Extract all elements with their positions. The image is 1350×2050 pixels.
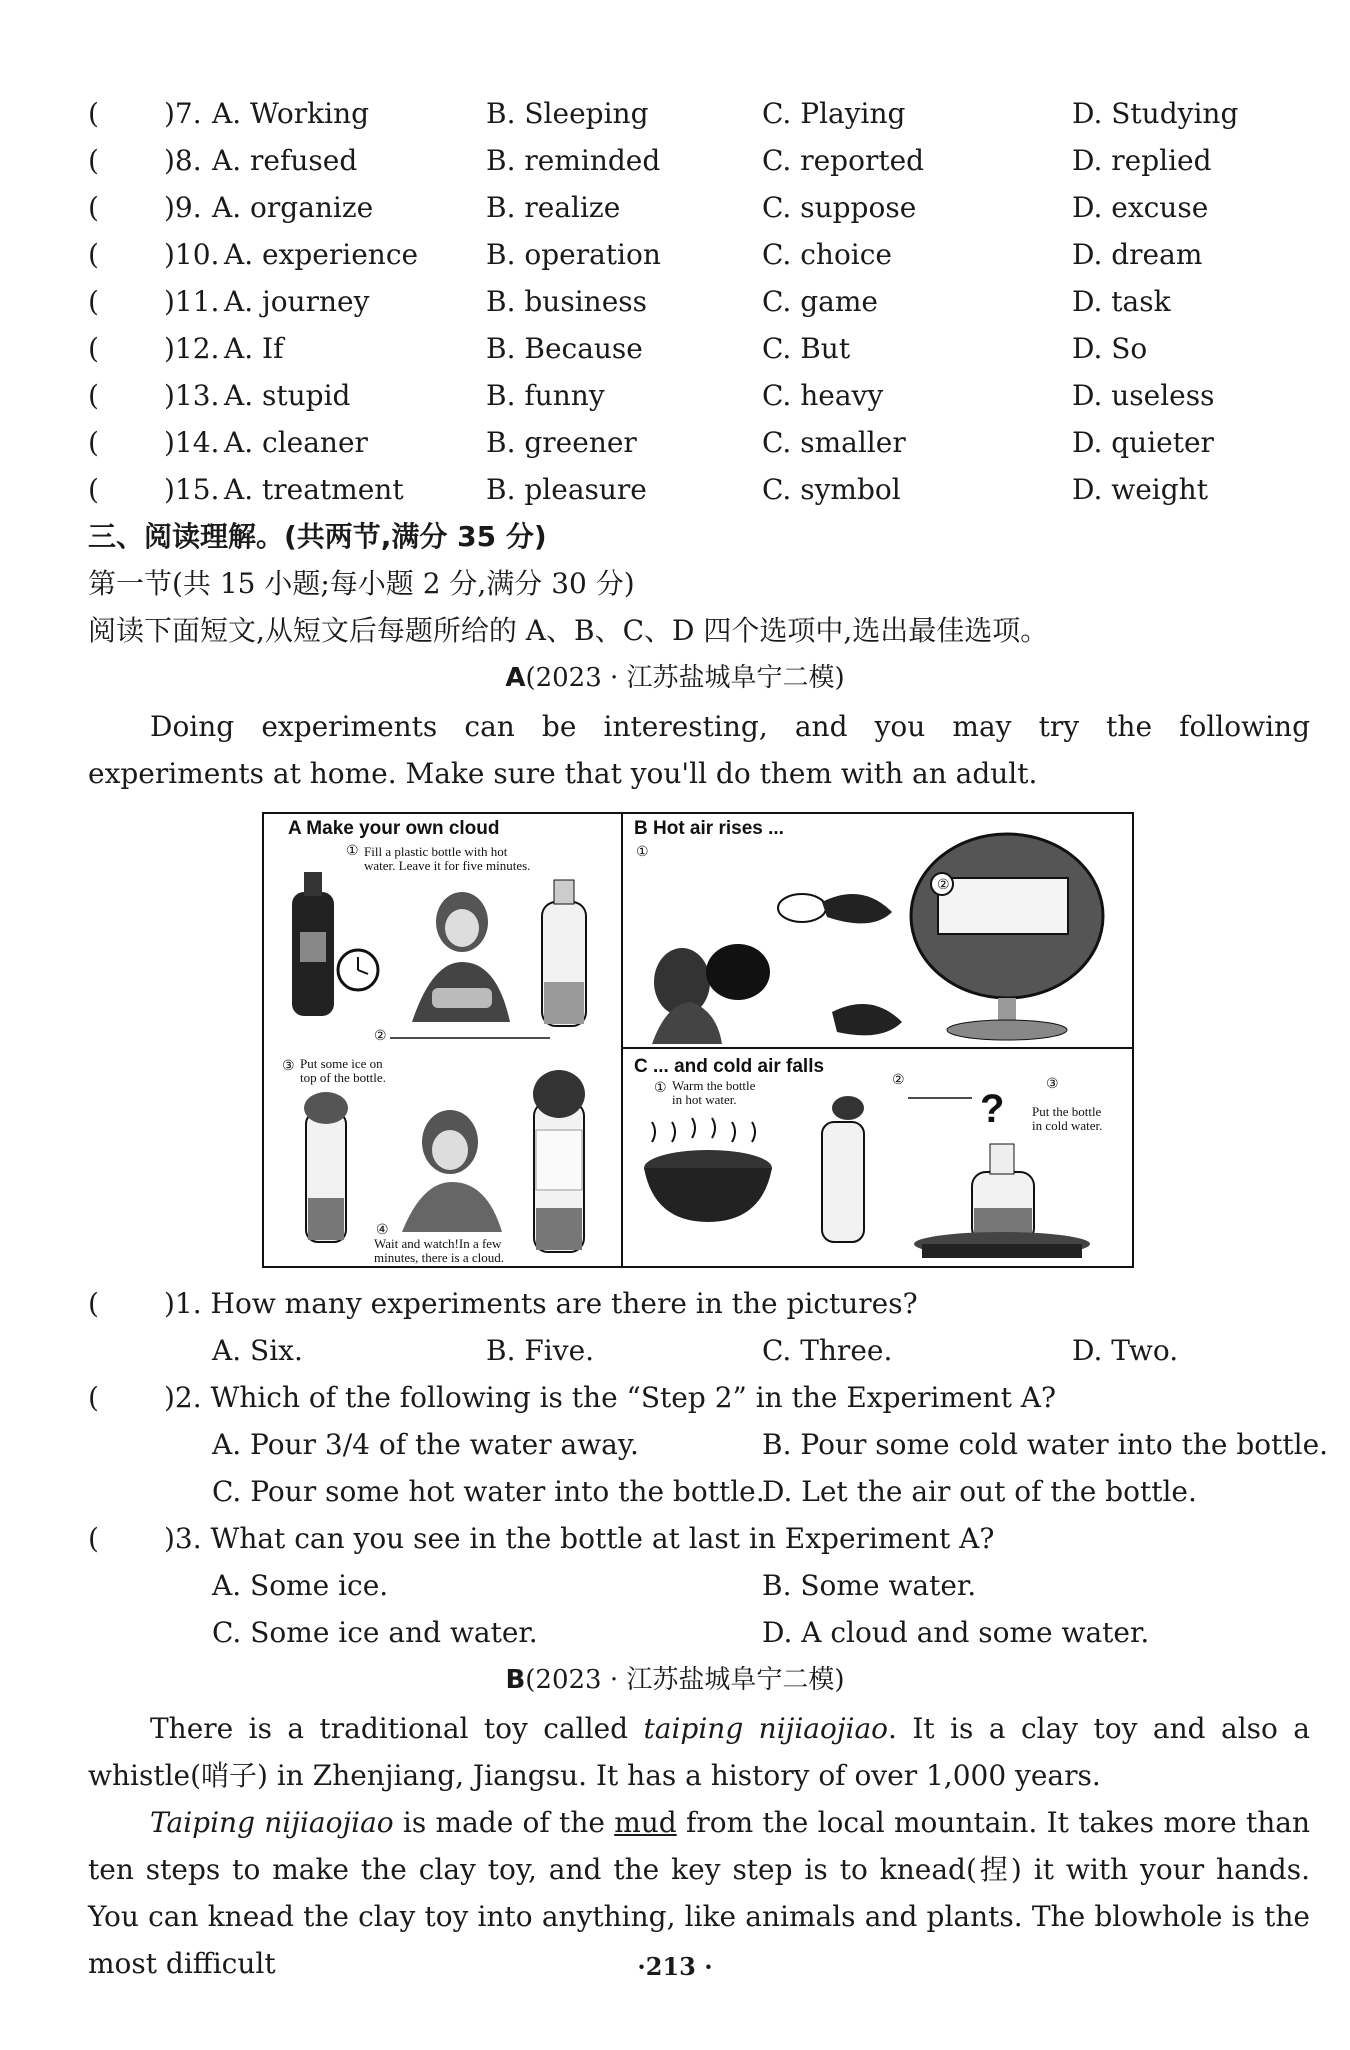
answer-paren: ( (88, 426, 99, 459)
step-text: minutes, there is a cloud. (374, 1250, 504, 1265)
question-1-options (0, 1329, 1350, 1373)
passage-b-paragraph-1 (88, 1705, 1310, 1799)
option-b: B. Because (486, 332, 643, 365)
question-3 (0, 1517, 1350, 1561)
option-a: A. journey (224, 285, 370, 318)
step-number: ① (654, 1079, 667, 1095)
answer-paren: ( (88, 191, 99, 224)
options-row-10 (0, 233, 1350, 277)
instruction-text: 阅读下面短文,从短文后每题所给的 A、B、C、D 四个选项中,选出最佳选项。 (88, 614, 1049, 647)
step-text: top of the bottle. (300, 1070, 386, 1085)
option-d: D. So (1072, 332, 1148, 365)
option-b: B. pleasure (486, 473, 647, 506)
step-number: ② (374, 1027, 387, 1043)
cloud-bottle-illustration (533, 1070, 585, 1252)
option-b: B. business (486, 285, 647, 318)
item-number: )11. (164, 285, 220, 318)
option-b: B. reminded (486, 144, 661, 177)
answer-paren: ( (88, 97, 99, 130)
option-c: C. Playing (762, 97, 906, 130)
question-text: )3. What can you see in the bottle at last in Experiment A? (164, 1522, 995, 1555)
option-d: D. replied (1072, 144, 1212, 177)
option-a: A. refused (212, 144, 358, 177)
option-b: B. operation (486, 238, 661, 271)
options-row-13 (0, 374, 1350, 418)
question-text: )2. Which of the following is the “Step 2” in the Experiment A? (164, 1381, 1056, 1414)
option-c: C. symbol (762, 473, 901, 506)
section-title: 三、阅读理解。(共两节,满分 35 分) (88, 520, 547, 553)
option-c: C. smaller (762, 426, 906, 459)
option-c: C. game (762, 285, 878, 318)
text-run: There is a traditional toy called (150, 1712, 644, 1745)
option-b: B. Sleeping (486, 97, 649, 130)
passage-a-body: Doing experiments can be interesting, and you may try the following experiments at home. Make sure that you'll do them with an adult. (88, 710, 1310, 790)
underlined-word: mud (614, 1806, 677, 1839)
text-run: . It is a clay toy and also a whistle(哨子) in Zhenjiang, Jiangsu. It has a history of over 1,000 years. (88, 1712, 1310, 1792)
option-b: B. greener (486, 426, 637, 459)
page-number: ·213 · (637, 1952, 713, 1981)
step-number: ③ (1046, 1075, 1059, 1091)
option-a: A. Six. (212, 1334, 303, 1367)
step-number: ② (937, 876, 950, 892)
option-d: D. weight (1072, 473, 1208, 506)
option-c: C. reported (762, 144, 925, 177)
option-d: D. A cloud and some water. (762, 1616, 1150, 1649)
answer-paren: ( (88, 332, 99, 365)
option-c: C. Some ice and water. (212, 1616, 538, 1649)
experiments-figure (262, 812, 1134, 1268)
italic-term: Taiping nijiaojiao (150, 1806, 394, 1839)
option-d: D. quieter (1072, 426, 1214, 459)
question-text: )1. How many experiments are there in the pictures? (164, 1287, 918, 1320)
passage-label: B (505, 1665, 526, 1695)
answer-paren: ( (88, 1287, 99, 1320)
step-text: Fill a plastic bottle with hot (364, 844, 508, 859)
ice-bottle-illustration (304, 1092, 348, 1242)
step-text: Put some ice on (300, 1056, 383, 1071)
option-d: D. Two. (1072, 1334, 1179, 1367)
option-d: D. Studying (1072, 97, 1239, 130)
step-number: ① (346, 842, 359, 858)
option-b: B. Five. (486, 1334, 595, 1367)
options-row-7 (0, 92, 1350, 136)
clock-illustration (338, 950, 378, 990)
option-d: D. Let the air out of the bottle. (762, 1475, 1197, 1508)
option-c: C. Three. (762, 1334, 893, 1367)
answer-paren: ( (88, 1522, 99, 1555)
passage-b-header (0, 1658, 1350, 1702)
option-d: D. task (1072, 285, 1171, 318)
option-a: A. Pour 3/4 of the water away. (212, 1428, 639, 1461)
passage-source: (2023 · 江苏盐城阜宁二模) (525, 1665, 845, 1695)
question-2-options-row2 (0, 1470, 1350, 1514)
italic-term: taiping nijiaojiao (643, 1712, 889, 1745)
step-text: Wait and watch!In a few (374, 1236, 502, 1251)
option-c: C. But (762, 332, 851, 365)
options-row-9 (0, 186, 1350, 230)
question-3-options-row1 (0, 1564, 1350, 1608)
passage-a-text (88, 703, 1310, 797)
item-number: )7. (164, 97, 202, 130)
question-2 (0, 1376, 1350, 1420)
option-b: B. realize (486, 191, 621, 224)
step-text: Put the bottle (1032, 1104, 1102, 1119)
option-c: C. suppose (762, 191, 917, 224)
item-number: )14. (164, 426, 220, 459)
text-run: from the local mountain. It takes more than ten steps to make the clay toy, and the key step is to knead(捏) it with your hands. You can knead the clay toy into anything, like animals and plants. The blowhole is the most difficult (88, 1806, 1310, 1980)
options-row-15 (0, 468, 1350, 512)
item-number: )13. (164, 379, 220, 412)
step-text: Warm the bottle (672, 1078, 756, 1093)
question-3-options-row2 (0, 1611, 1350, 1655)
options-row-12 (0, 327, 1350, 371)
question-mark: ? (980, 1087, 1005, 1131)
option-a: A. experience (224, 238, 419, 271)
item-number: )8. (164, 144, 202, 177)
option-a: A. cleaner (224, 426, 368, 459)
options-row-11 (0, 280, 1350, 324)
step-text: water. Leave it for five minutes. (364, 858, 531, 873)
option-d: D. useless (1072, 379, 1215, 412)
answer-paren: ( (88, 473, 99, 506)
panel-b-title: B Hot air rises ... (634, 818, 784, 839)
passage-label: A (505, 663, 526, 693)
panel-c-title: C ... and cold air falls (634, 1056, 825, 1077)
item-number: )9. (164, 191, 202, 224)
passage-a-header (0, 656, 1350, 700)
part-title: 第一节(共 15 小题;每小题 2 分,满分 30 分) (88, 567, 635, 600)
step-text: in hot water. (672, 1092, 737, 1107)
step-number: ③ (282, 1057, 295, 1073)
step-text: in cold water. (1032, 1118, 1103, 1133)
item-number: )10. (164, 238, 220, 271)
question-1 (0, 1282, 1350, 1326)
answer-paren: ( (88, 238, 99, 271)
option-b: B. funny (486, 379, 605, 412)
option-a: A. Some ice. (212, 1569, 389, 1602)
options-row-14 (0, 421, 1350, 465)
option-d: D. excuse (1072, 191, 1209, 224)
options-row-8 (0, 139, 1350, 183)
option-b: B. Some water. (762, 1569, 977, 1602)
option-d: D. dream (1072, 238, 1203, 271)
option-c: C. heavy (762, 379, 884, 412)
option-b: B. Pour some cold water into the bottle. (762, 1428, 1329, 1461)
step-number: ④ (376, 1221, 389, 1237)
option-a: A. If (224, 332, 284, 365)
option-a: A. stupid (224, 379, 351, 412)
item-number: )15. (164, 473, 220, 506)
option-a: A. treatment (224, 473, 404, 506)
answer-paren: ( (88, 285, 99, 318)
answer-paren: ( (88, 1381, 99, 1414)
option-a: A. organize (212, 191, 374, 224)
answer-paren: ( (88, 379, 99, 412)
answer-paren: ( (88, 144, 99, 177)
option-a: A. Working (212, 97, 370, 130)
question-2-options-row1 (0, 1423, 1350, 1467)
text-run: is made of the (393, 1806, 615, 1839)
step-number: ② (892, 1071, 905, 1087)
passage-source: (2023 · 江苏盐城阜宁二模) (525, 663, 845, 693)
step-number: ① (636, 843, 649, 859)
item-number: )12. (164, 332, 220, 365)
option-c: C. choice (762, 238, 893, 271)
bottle-illustration (292, 872, 334, 1016)
panel-a-title: A Make your own cloud (288, 818, 500, 839)
option-c: C. Pour some hot water into the bottle. (212, 1475, 765, 1508)
